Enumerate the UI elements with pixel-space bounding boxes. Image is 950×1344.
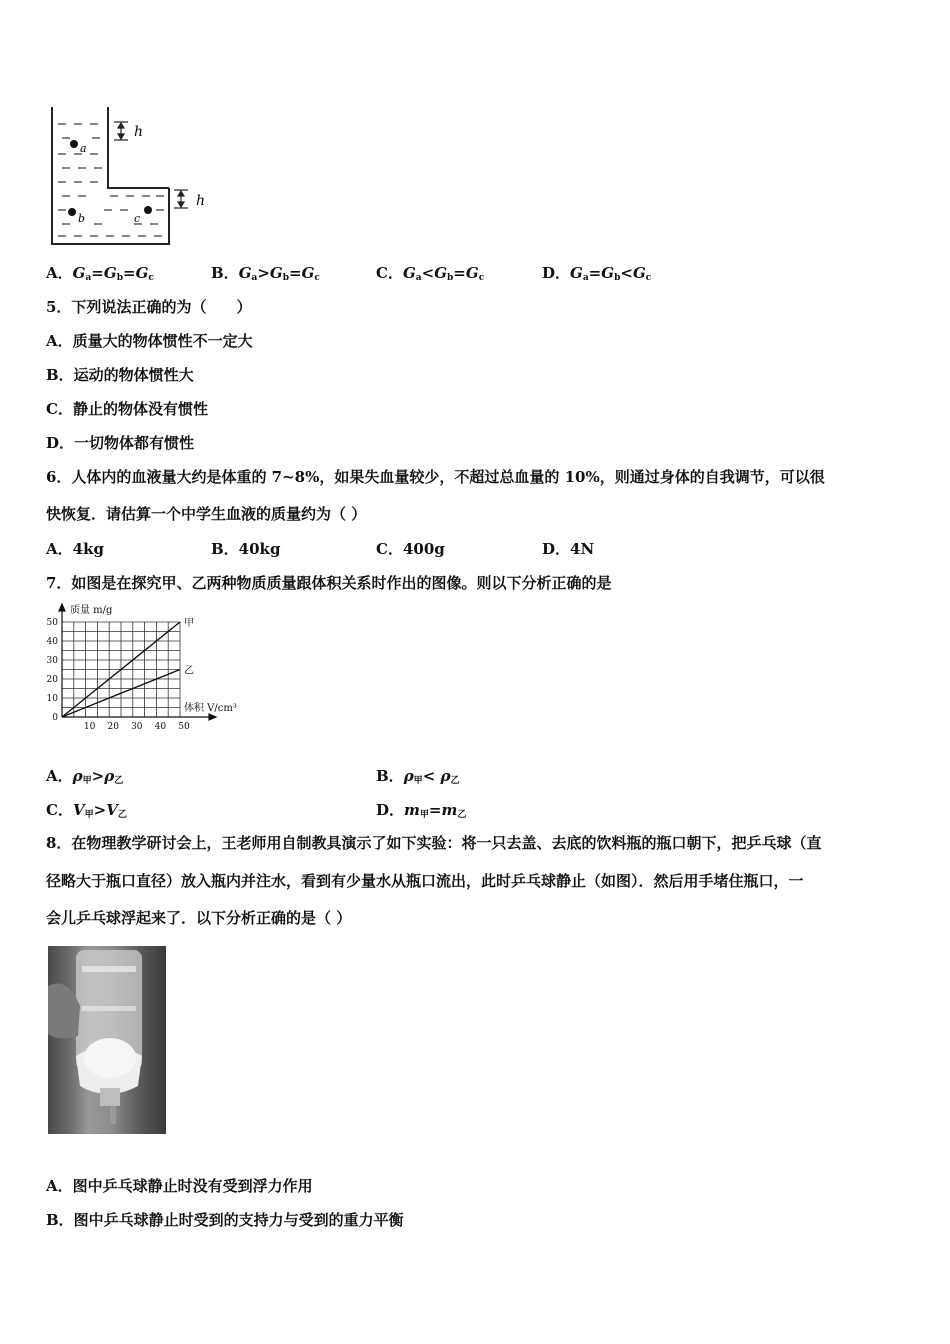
q4-option-c[interactable]: C．$G_a<G_b=G_c$: [376, 264, 485, 283]
x-tick-label: 30: [131, 722, 143, 732]
q5-stem: 5．下列说法正确的为（ ）: [46, 298, 252, 316]
q7-option-b[interactable]: B．$\rho_甲< \rho_乙$: [376, 767, 460, 786]
q6-option-c[interactable]: C．400g: [376, 540, 445, 558]
mass-volume-chart: [44, 600, 254, 735]
q8-option-a[interactable]: A．图中乒乓球静止时没有受到浮力作用: [46, 1177, 313, 1195]
bottle-photo: [48, 946, 166, 1134]
x-tick-label: 20: [107, 722, 119, 732]
q6-stem-line1: 6．人体内的血液量大约是体重的 7~8%，如果失血量较少，不超过总血量的 10%，则通过身体的自我调节，可以很: [46, 468, 825, 486]
q7-option-a[interactable]: A．$\rho_甲>\rho_乙$: [46, 767, 124, 786]
ball-b-label: b: [78, 212, 86, 225]
x-tick-label: 40: [154, 722, 167, 732]
q8-stem-line3: 会儿乒乓球浮起来了．以下分析正确的是（ ）: [46, 909, 352, 927]
q8-stem-line1: 8．在物理教学研讨会上，王老师用自制教具演示了如下实验：将一只去盖、去底的饮料瓶的瓶口朝下，把乒乓球（直: [46, 834, 822, 852]
q6-stem-line2: 快恢复．请估算一个中学生血液的质量约为（ ）: [46, 505, 367, 523]
q7-option-d[interactable]: D．$m_甲=m_乙$: [376, 801, 467, 820]
y-axis-label: 质量 m/g: [70, 605, 113, 616]
ball-a-label: a: [80, 142, 87, 155]
q6-option-d[interactable]: D．4N: [542, 540, 595, 558]
h-label-bottom: h: [196, 193, 206, 209]
ball-b: [68, 208, 76, 216]
q8-option-b[interactable]: B．图中乒乓球静止时受到的支持力与受到的重力平衡: [46, 1211, 404, 1229]
q4-option-d[interactable]: D．$G_a=G_b<G_c$: [542, 264, 652, 283]
ball-c: [144, 206, 152, 214]
container-figure: [44, 102, 224, 248]
q5-option-b[interactable]: B．运动的物体惯性大: [46, 366, 194, 384]
y-tick-label: 20: [46, 675, 58, 685]
y-tick-label: 30: [46, 656, 58, 666]
q6-option-b[interactable]: B．40kg: [211, 540, 281, 558]
y-tick-label: 50: [46, 618, 58, 628]
x-axis-label: 体积 V/cm³: [184, 703, 237, 714]
q6-option-a[interactable]: A．4kg: [46, 540, 104, 558]
x-tick-label: 10: [83, 722, 96, 732]
q8-stem-line2: 径略大于瓶口直径）放入瓶内并注水，看到有少量水从瓶口流出，此时乒乓球静止（如图）．然后用手堵住瓶口，一: [46, 872, 804, 890]
h-label-top: h: [134, 124, 144, 140]
q5-option-a[interactable]: A．质量大的物体惯性不一定大: [46, 332, 253, 350]
ball-c-label: c: [134, 212, 141, 225]
ball-a: [70, 140, 78, 148]
q5-option-d[interactable]: D．一切物体都有惯性: [46, 434, 195, 452]
x-tick-label: 50: [178, 722, 190, 732]
q4-option-b[interactable]: B．$G_a>G_b=G_c$: [211, 264, 320, 283]
x-axis-arrow: [209, 714, 216, 720]
series-label: 甲: [184, 618, 194, 629]
q7-stem: 7．如图是在探究甲、乙两种物质质量跟体积关系时作出的图像。则以下分析正确的是: [46, 574, 612, 592]
series-label: 乙: [184, 665, 194, 677]
q5-option-c[interactable]: C．静止的物体没有惯性: [46, 400, 208, 418]
y-tick-label: 0: [52, 713, 58, 723]
y-tick-label: 10: [46, 694, 58, 704]
y-axis-arrow: [59, 604, 65, 611]
q4-option-a[interactable]: A．$G_a=G_b=G_c$: [46, 264, 154, 283]
y-tick-label: 40: [46, 637, 58, 647]
q7-option-c[interactable]: C．$V_甲>V_乙$: [46, 801, 127, 820]
